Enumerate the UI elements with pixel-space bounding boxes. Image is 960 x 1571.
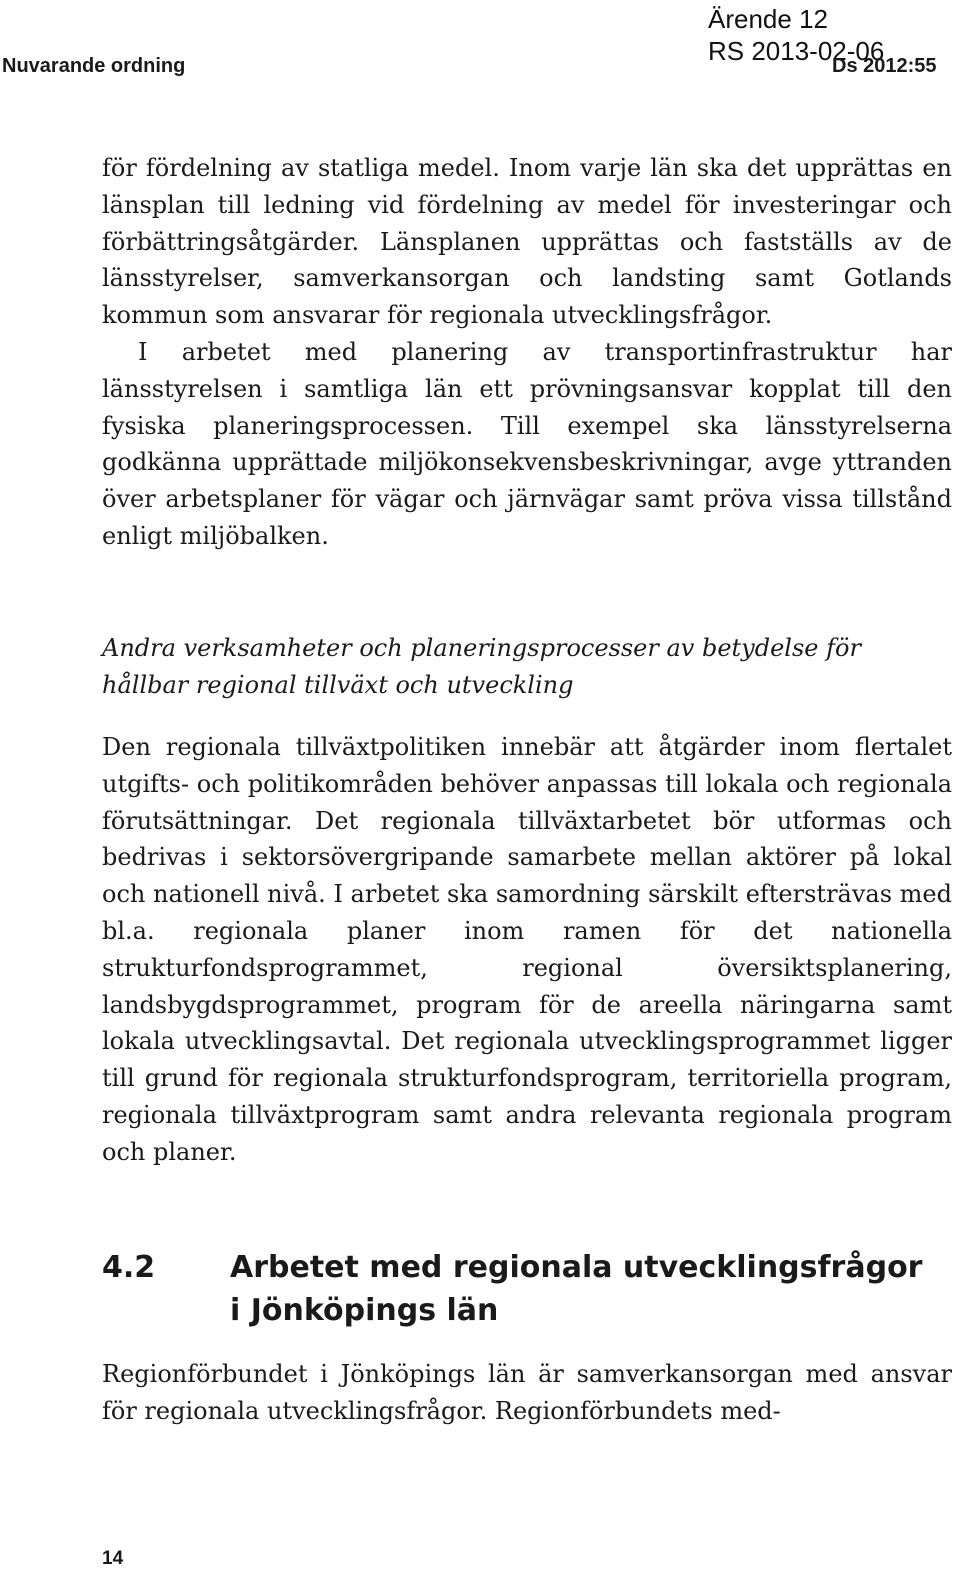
case-stamp-line2: RS 2013-02-06 [708,36,885,66]
paragraph-4: Regionförbundet i Jönköpings län är samverkansorgan med ansvar för regionala utvecklingsfrågor. Regionförbundets med- [102,1360,952,1425]
section-title: Arbetet med regionala utvecklingsfrågor i Jönköpings län [230,1250,923,1328]
paragraph-1: för fördelning av statliga medel. Inom varje län ska det upprättas en länsplan till ledning vid fördelning av medel för investeringar och förbättringsåtgärder. Länsplanen upprättas och fastställs av de länsstyrelser, samverkansorgan och landsting samt Gotlands kommun som ansvarar för regionala utvecklingsfrågor. [102,154,952,330]
paragraph-3: Den regionala tillväxtpolitiken innebär att åtgärder inom flertalet utgifts- och politikområden behöver anpassas till lokala och regionala förutsättningar. Det regionala tillväxtarbetet bör utformas och bedrivas i sektorsövergripande samarbete mellan aktörer på lokal och nationell nivå. I arbetet ska samordning särskilt eftersträvas med bl.a. regionala planer inom ramen för det nationella strukturfondsprogrammet, regional översiktsplanering, landsbygdsprogrammet, program för de areella näringarna samt lokala utvecklingsavtal. Det regionala utvecklingsprogrammet ligger till grund för regionala strukturfondsprogram, territoriella program, regionala tillväxtprogram samt andra relevanta regionala program och planer. [102,733,952,1166]
case-stamp-line1: Ärende 12 [708,4,828,34]
document-reference: Ds 2012:55 [832,55,937,77]
paragraph-2: I arbetet med planering av transportinfrastruktur har länsstyrelsen i samtliga län ett prövningsansvar kopplat till den fysiska planeringsprocessen. Till exempel ska länsstyrelserna godkänna upprättade miljökonsekvensbeskrivningar, avge yttranden över arbetsplaner för vägar och järnvägar samt pröva vissa tillstånd enligt miljöbalken. [102,338,952,550]
subsection-heading: Andra verksamheter och planeringsprocesser av betydelse för hållbar regional tillväxt och utveckling [102,634,861,699]
page-number: 14 [102,1548,124,1569]
running-header-left: Nuvarande ordning [2,55,186,77]
section-number: 4.2 [102,1250,156,1285]
